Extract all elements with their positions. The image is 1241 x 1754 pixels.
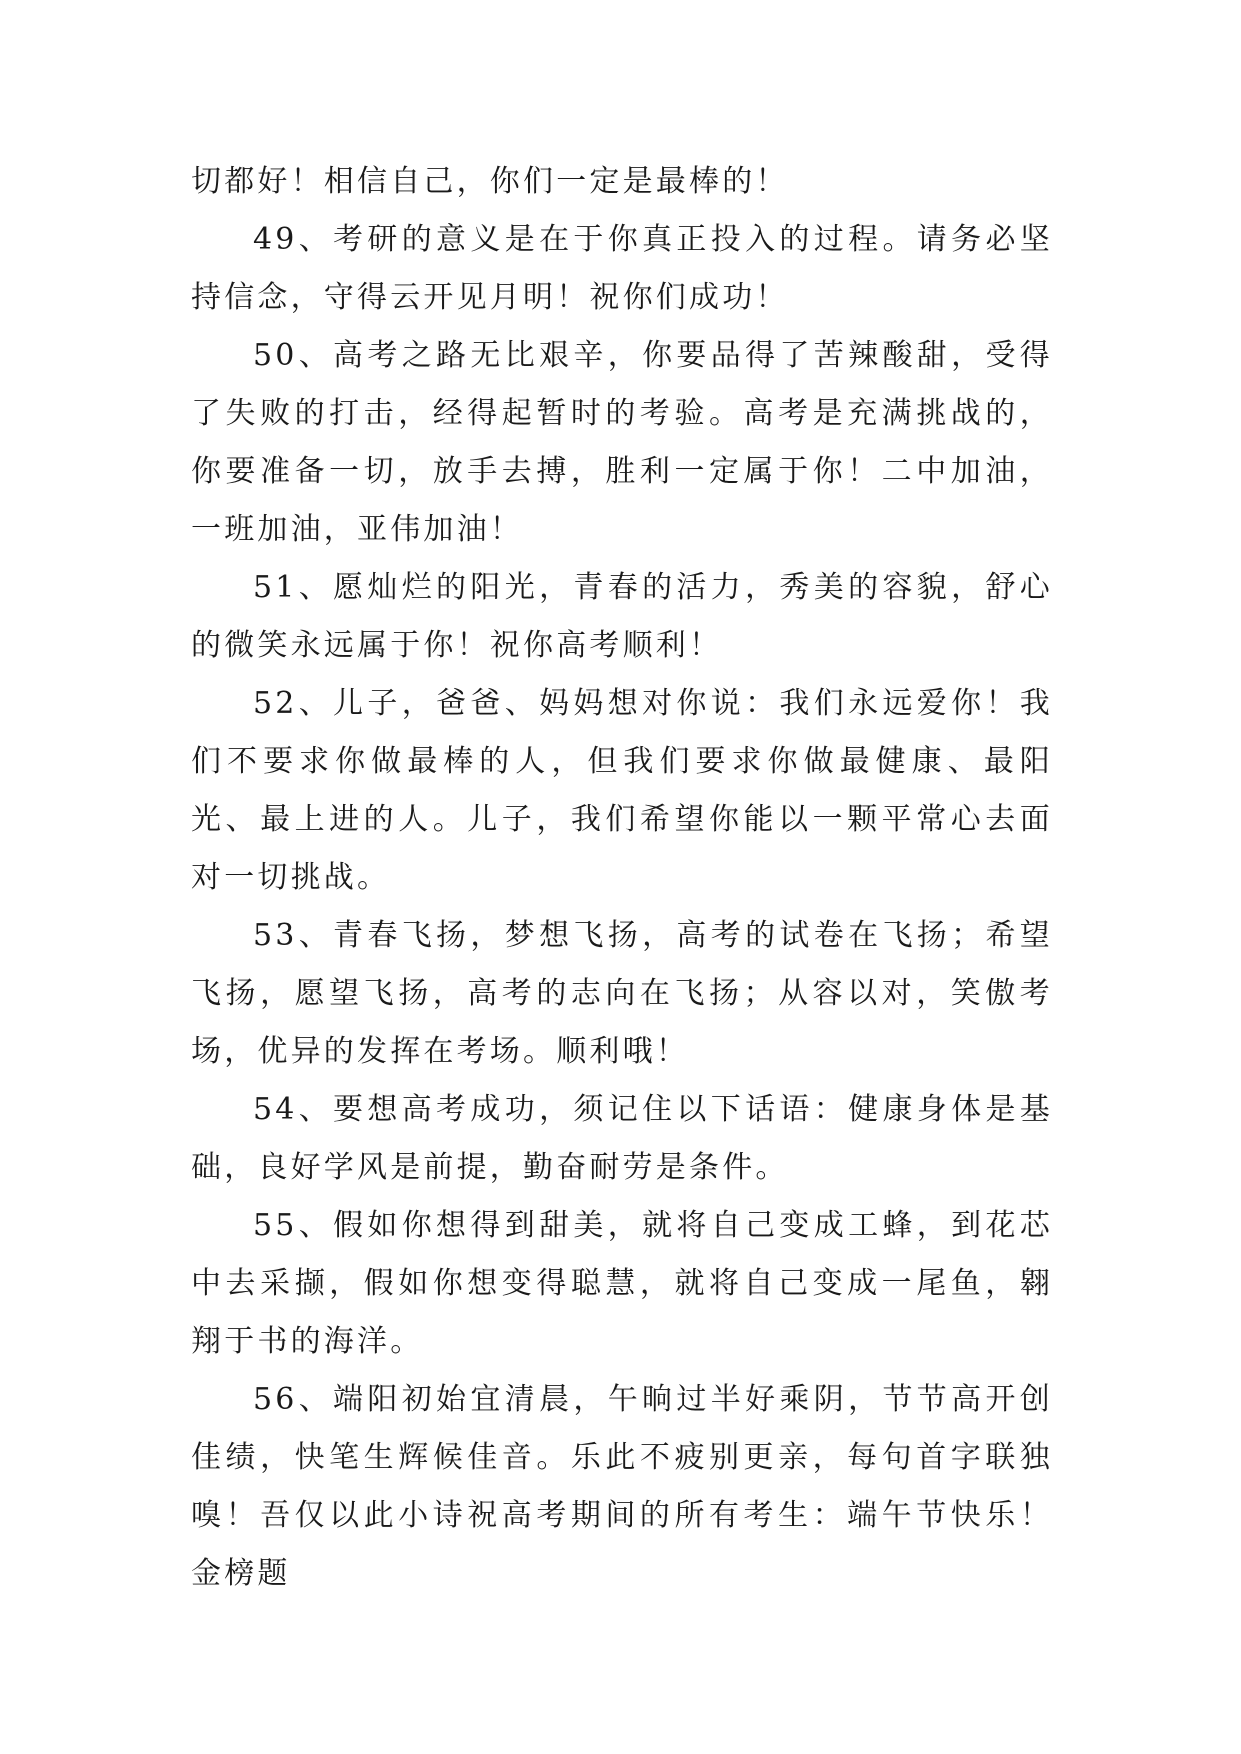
paragraph-56: 56、端阳初始宜清晨，午晌过半好乘阴，节节高开创佳绩，快笔生辉候佳音。乐此不疲别更亲，每句首字联独嗅！吾仅以此小诗祝高考期间的所有考生：端午节快乐！金榜题	[191, 1382, 1053, 1591]
paragraph-54: 54、要想高考成功，须记住以下话语：健康身体是基础，良好学风是前提，勤奋耐劳是条件。	[191, 1092, 1053, 1185]
paragraph-continued: 切都好！相信自己，你们一定是最棒的！	[191, 164, 789, 199]
paragraph-55: 55、假如你想得到甜美，就将自己变成工蜂，到花芯中去采撷，假如你想变得聪慧，就将自己变成一尾鱼，翱翔于书的海洋。	[191, 1208, 1053, 1359]
paragraph-49: 49、考研的意义是在于你真正投入的过程。请务必坚持信念，守得云开见月明！祝你们成功！	[191, 222, 1053, 315]
paragraph-53: 53、青春飞扬，梦想飞扬，高考的试卷在飞扬；希望飞扬，愿望飞扬，高考的志向在飞扬；从容以对，笑傲考场，优异的发挥在考场。顺利哦！	[191, 918, 1053, 1069]
document-body	[191, 153, 1053, 1603]
paragraph-51: 51、愿灿烂的阳光，青春的活力，秀美的容貌，舒心的微笑永远属于你！祝你高考顺利！	[191, 570, 1053, 663]
paragraph-50: 50、高考之路无比艰辛，你要品得了苦辣酸甜，受得了失败的打击，经得起暂时的考验。高考是充满挑战的，你要准备一切，放手去搏，胜利一定属于你！二中加油，一班加油，亚伟加油！	[191, 338, 1053, 547]
paragraph-52: 52、儿子，爸爸、妈妈想对你说：我们永远爱你！我们不要求你做最棒的人，但我们要求你做最健康、最阳光、最上进的人。儿子，我们希望你能以一颗平常心去面对一切挑战。	[191, 686, 1053, 895]
